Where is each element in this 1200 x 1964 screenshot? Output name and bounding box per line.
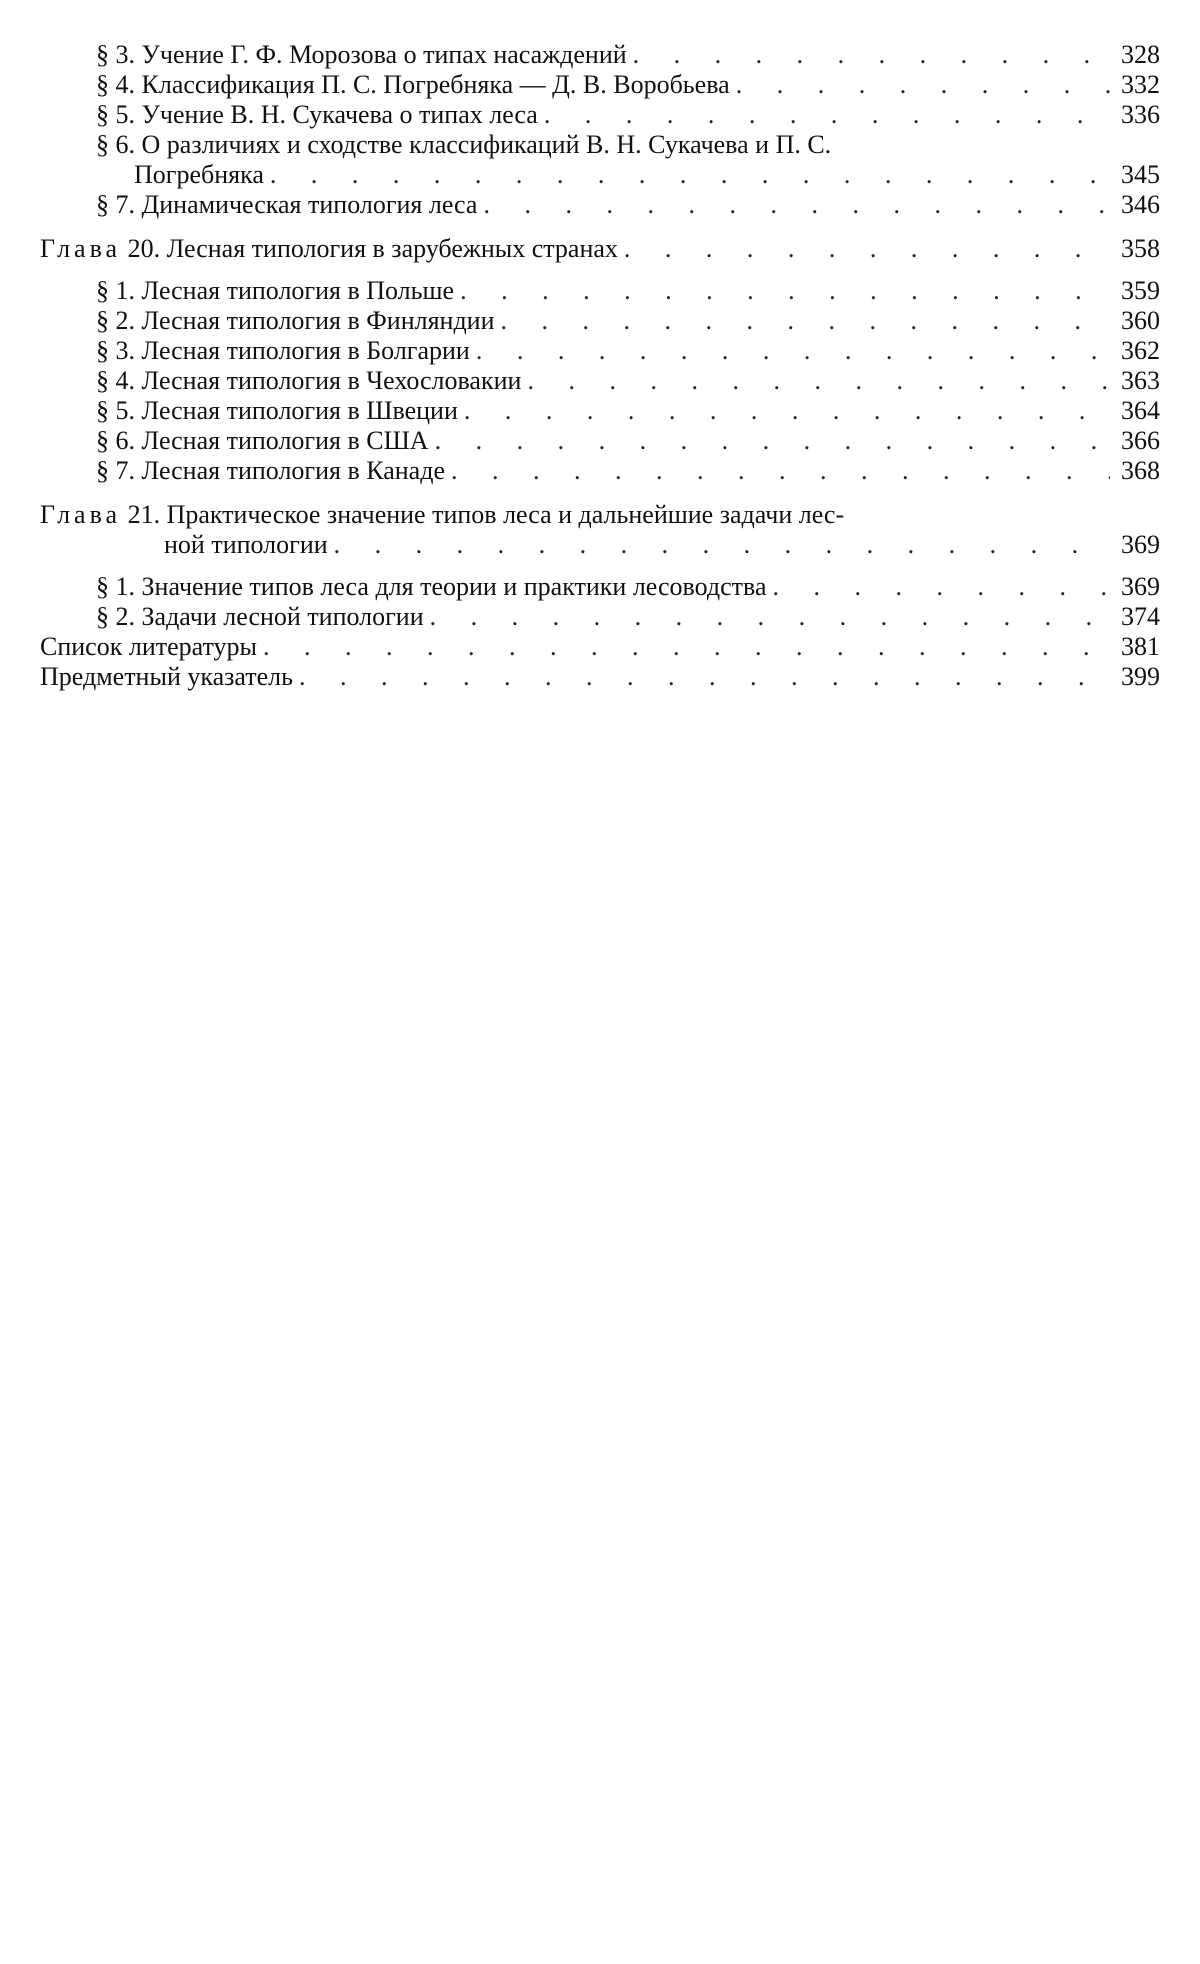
toc-entry xyxy=(40,456,1160,486)
dot-leader xyxy=(633,40,1110,70)
toc-entry-title: § 4. Лесная типология в Чехословакии xyxy=(96,366,522,395)
toc-entry-title: Список литературы xyxy=(40,632,257,661)
toc-page-number: 346 xyxy=(1121,190,1160,219)
toc-page-number: 366 xyxy=(1121,426,1160,455)
toc-chapter-entry xyxy=(40,500,1160,560)
toc-page-number: 359 xyxy=(1121,276,1160,305)
toc-page-number: 369 xyxy=(1121,530,1160,559)
toc-page-number: 362 xyxy=(1121,336,1160,365)
chapter-heading xyxy=(40,234,618,264)
toc-entry-title: 20. Лесная типология в зарубежных странах xyxy=(127,234,618,263)
toc-entry-title: 21. Практическое значение типов леса и дальнейшие задачи лес- xyxy=(127,500,845,529)
dot-leader xyxy=(772,572,1110,602)
toc-entry-continuation xyxy=(40,530,1160,560)
toc-entry xyxy=(40,602,1160,632)
toc-entry-title: § 6. Лесная типология в США xyxy=(96,426,429,455)
toc-page-number: 345 xyxy=(1121,160,1160,189)
toc-entry-title-continued: ной типологии xyxy=(164,530,328,559)
toc-page-number: 399 xyxy=(1121,662,1160,691)
dot-leader xyxy=(736,70,1110,100)
toc-entry-title: § 5. Учение В. Н. Сукачева о типах леса xyxy=(96,100,538,129)
dot-leader xyxy=(263,632,1110,662)
toc-entry-title: § 1. Лесная типология в Польше xyxy=(96,276,455,305)
toc-entry xyxy=(40,306,1160,336)
dot-leader xyxy=(299,662,1110,692)
toc-entry-title: § 3. Учение Г. Ф. Морозова о типах насаждений xyxy=(96,40,627,69)
toc-entry-title: § 7. Лесная типология в Канаде xyxy=(96,456,445,485)
toc-page-number: 368 xyxy=(1121,456,1160,485)
toc-entry xyxy=(40,100,1160,130)
toc-page-number: 369 xyxy=(1121,572,1160,601)
toc-chapter-entry xyxy=(40,234,1160,264)
toc-entry-title: § 6. О различиях и сходстве классификаций В. Н. Сукачева и П. С. xyxy=(96,130,832,159)
toc-page-number: 360 xyxy=(1121,306,1160,335)
toc-entry xyxy=(40,366,1160,396)
dot-leader xyxy=(544,100,1110,130)
toc-page-number: 358 xyxy=(1121,234,1160,263)
toc-entry xyxy=(40,426,1160,456)
toc-entry xyxy=(40,662,1160,692)
dot-leader xyxy=(624,234,1110,264)
toc-page-number: 374 xyxy=(1121,602,1160,631)
toc-entry xyxy=(40,276,1160,306)
dot-leader xyxy=(501,306,1110,336)
toc-entry-continuation xyxy=(96,160,1160,190)
toc-entry xyxy=(40,130,1160,190)
toc-entry-title: § 2. Лесная типология в Финляндии xyxy=(96,306,495,335)
toc-page-number: 328 xyxy=(1121,40,1160,69)
dot-leader xyxy=(451,456,1110,486)
toc-entry-title: § 5. Лесная типология в Швеции xyxy=(96,396,458,425)
toc-page-number: 332 xyxy=(1121,70,1160,99)
dot-leader xyxy=(527,366,1110,396)
toc-page-number: 363 xyxy=(1121,366,1160,395)
toc-entry xyxy=(40,336,1160,366)
toc-entry-title: § 3. Лесная типология в Болгарии xyxy=(96,336,470,365)
toc-entry-title: § 4. Классификация П. С. Погребняка — Д. В. Воробьева xyxy=(96,70,730,99)
toc-entry xyxy=(40,40,1160,70)
dot-leader xyxy=(483,190,1110,220)
toc-page-number: 381 xyxy=(1121,632,1160,661)
toc-entry-title: § 1. Значение типов леса для теории и практики лесоводства xyxy=(96,572,767,601)
toc-entry-title: § 2. Задачи лесной типологии xyxy=(96,602,424,631)
toc-page-number: 364 xyxy=(1121,396,1160,425)
dot-leader xyxy=(430,602,1110,632)
chapter-heading xyxy=(40,500,1160,530)
toc-entry xyxy=(40,190,1160,220)
toc-entry xyxy=(40,572,1160,602)
dot-leader xyxy=(464,396,1110,426)
toc-entry-title: § 7. Динамическая типология леса xyxy=(96,190,478,219)
toc-page-number: 336 xyxy=(1121,100,1160,129)
toc-entry xyxy=(40,396,1160,426)
table-of-contents xyxy=(40,40,1160,692)
dot-leader xyxy=(334,530,1110,560)
dot-leader xyxy=(435,426,1110,456)
toc-entry-title-continued: Погребняка xyxy=(134,160,264,189)
dot-leader xyxy=(460,276,1110,306)
chapter-prefix: Глава xyxy=(40,500,122,529)
toc-entry-title: Предметный указатель xyxy=(40,662,294,691)
chapter-prefix: Глава xyxy=(40,234,122,263)
dot-leader xyxy=(270,160,1110,190)
toc-entry xyxy=(40,70,1160,100)
dot-leader xyxy=(476,336,1110,366)
toc-entry xyxy=(40,632,1160,662)
